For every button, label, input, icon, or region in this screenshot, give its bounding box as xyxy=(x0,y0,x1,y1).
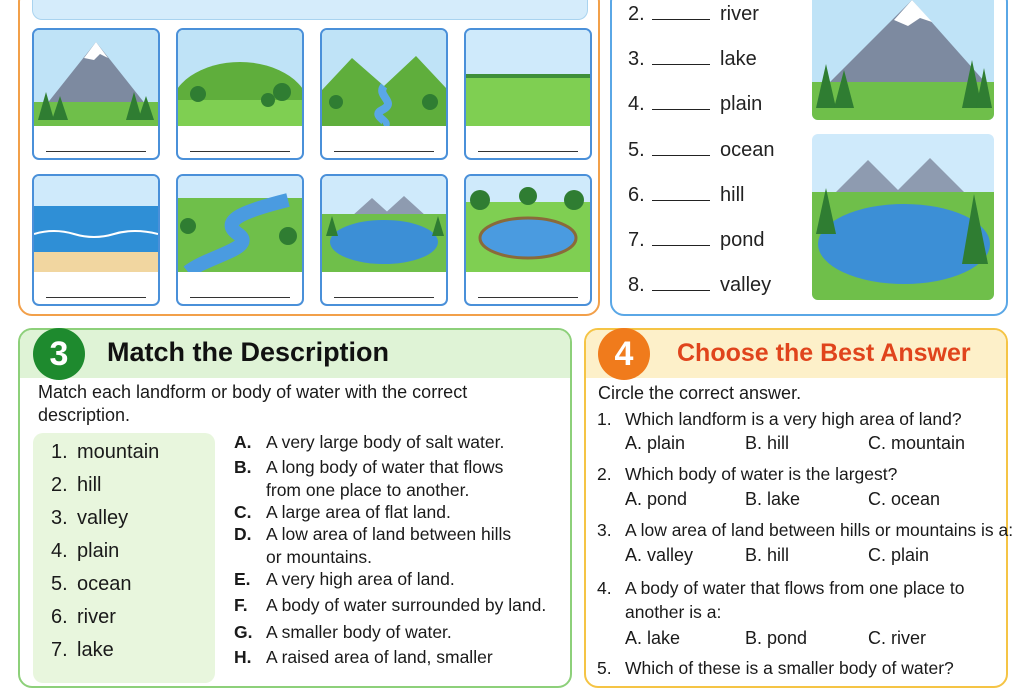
side-picture-lake xyxy=(812,134,994,300)
picture-card-river xyxy=(176,174,304,306)
answer-blank[interactable] xyxy=(652,275,710,291)
word-bank-word xyxy=(249,0,280,1)
match-row: 6. hill xyxy=(628,184,745,206)
picture-card-pond xyxy=(464,174,592,306)
mountain-picture xyxy=(812,0,994,120)
answer-line[interactable] xyxy=(190,297,290,298)
word-bank-word xyxy=(329,0,368,1)
picture-card-lake xyxy=(320,174,448,306)
section-title: Choose the Best Answer xyxy=(677,339,971,367)
match-row: 8. valley xyxy=(628,274,772,296)
match-row: 5. ocean xyxy=(628,139,775,161)
answer-option[interactable]: A. plain xyxy=(625,433,686,453)
answer-blank[interactable] xyxy=(652,230,710,246)
question: 3. A low area of land between hills or mountains is a: xyxy=(597,520,1014,540)
answer-blank[interactable] xyxy=(652,49,710,65)
river-valley-picture xyxy=(322,30,446,126)
list-item: 2. hill xyxy=(51,474,102,496)
answer-line[interactable] xyxy=(478,297,578,298)
lake-picture xyxy=(322,176,446,272)
answer-blank[interactable] xyxy=(652,94,710,110)
answer-option[interactable]: C. river xyxy=(868,628,926,648)
answer-line[interactable] xyxy=(46,151,146,152)
answer-option[interactable]: B. hill xyxy=(745,545,790,565)
answer-line[interactable] xyxy=(190,151,290,152)
list-item: 3. valley xyxy=(51,507,129,529)
answer-option[interactable]: B. lake xyxy=(745,489,801,509)
answer-option[interactable]: C. mountain xyxy=(868,433,966,453)
answer-option[interactable]: C. ocean xyxy=(868,489,941,509)
picture-card-ocean xyxy=(32,174,160,306)
picture-card-river-valley xyxy=(320,28,448,160)
answer-option[interactable]: B. pond xyxy=(745,628,808,648)
answer-option[interactable]: A. pond xyxy=(625,489,688,509)
answer-line[interactable] xyxy=(46,297,146,298)
description-item: D. A low area of land between hills or mountains. xyxy=(234,524,512,567)
word-bank xyxy=(32,0,588,20)
ocean-picture xyxy=(34,176,158,272)
question: 4. A body of water that flows from one place to another is a: xyxy=(597,578,965,622)
description-item: G. A smaller body of water. xyxy=(234,622,452,642)
match-row: 3. lake xyxy=(628,48,757,70)
pond-picture xyxy=(466,176,590,272)
answer-line[interactable] xyxy=(334,297,434,298)
description-item: A. A very large body of salt water. xyxy=(234,432,505,452)
match-row: 2. river xyxy=(628,3,759,25)
lake-picture xyxy=(812,134,994,300)
answer-option[interactable]: A. valley xyxy=(625,545,694,565)
section-instructions: Circle the correct answer. xyxy=(598,383,802,403)
plain-picture xyxy=(466,30,590,126)
question: 5. Which of these is a smaller body of water? xyxy=(597,658,954,678)
section-title: Match the Description xyxy=(107,337,390,367)
answer-line[interactable] xyxy=(334,151,434,152)
answer-blank[interactable] xyxy=(652,140,710,156)
list-item: 1. mountain xyxy=(51,441,160,463)
list-item: 4. plain xyxy=(51,540,120,562)
question: 2. Which body of water is the largest? xyxy=(597,464,898,484)
section-instructions: Match each landform or body of water with the correct description. xyxy=(38,382,468,425)
section-number-badge: 4 xyxy=(598,328,650,380)
side-picture-mountain xyxy=(812,0,994,120)
list-item: 5. ocean xyxy=(51,573,132,595)
description-item: B. A long body of water that flows from one place to another. xyxy=(234,457,504,500)
picture-card-hill xyxy=(176,28,304,160)
match-row: 4. plain xyxy=(628,93,763,115)
hill-picture xyxy=(178,30,302,126)
list-item: 6. river xyxy=(51,606,116,628)
answer-option[interactable]: A. lake xyxy=(625,628,681,648)
question: 1. Which landform is a very high area of land? xyxy=(597,409,962,429)
answer-option[interactable]: C. plain xyxy=(868,545,930,565)
description-item: C. A large area of flat land. xyxy=(234,502,451,522)
answer-line[interactable] xyxy=(478,151,578,152)
picture-card-plain xyxy=(464,28,592,160)
answer-blank[interactable] xyxy=(652,185,710,201)
river-picture xyxy=(178,176,302,272)
mountain-picture xyxy=(34,30,158,126)
description-item: F. A body of water surrounded by land. xyxy=(234,595,547,615)
description-item: E. A very high area of land. xyxy=(234,569,455,589)
picture-card-mountain xyxy=(32,28,160,160)
description-item: H. A raised area of land, smaller xyxy=(234,647,493,667)
section-number-badge: 3 xyxy=(33,328,85,380)
match-row: 7. pond xyxy=(628,229,765,251)
answer-blank[interactable] xyxy=(652,4,710,20)
answer-option[interactable]: B. hill xyxy=(745,433,790,453)
list-item: 7. lake xyxy=(51,639,114,661)
